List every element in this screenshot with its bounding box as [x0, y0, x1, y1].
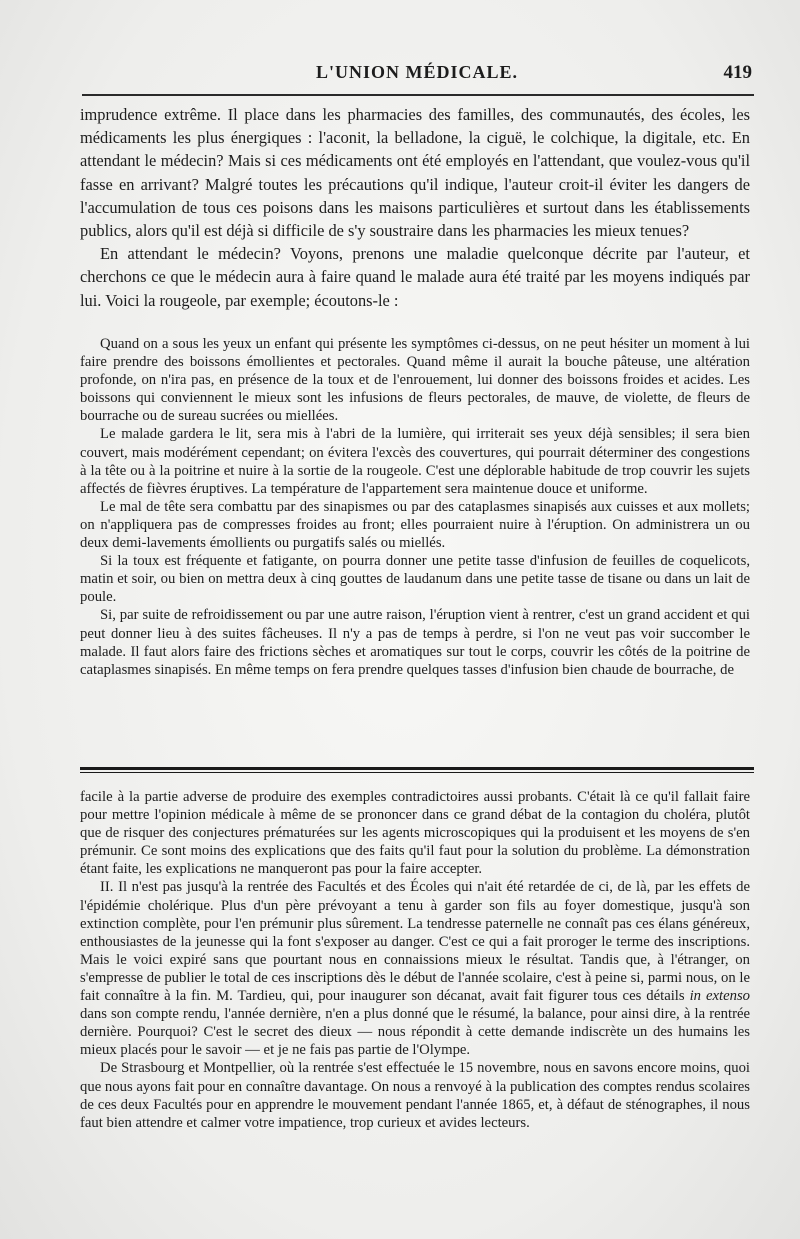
paragraph	[80, 878, 750, 1059]
paragraph: facile à la partie adverse de produire des exemples contradictoires aussi probants. C'était là ce qu'il fallait faire pour mettre l'opinion médicale à même de se prononcer dans ce grand débat de la contagion du choléra, plutôt que de risquer des conjectures prématurées sur les agents microscopiques qui la produisent et les moyens de s'en prémunir. Ce sont moins des explications que des faits qu'il faut pour la solution du problème. La démonstration étant faite, les explications ne manqueront pas pour la faire accepter.	[80, 789, 750, 878]
paragraph-part: dans son compte rendu, l'année dernière, n'en a plus donné que le résumé, la balance, pour ainsi dire, à la rentrée dernière. Pourquoi? C'est le secret des dieux — nous répondit à cette demande indiscrète un des humains les mieux placés pour le savoir — et je ne fais pas partie de l'Olympe.	[80, 1006, 750, 1059]
lower-text	[80, 788, 750, 1132]
italic-phrase: in extenso	[689, 988, 751, 1005]
section-divider	[80, 767, 754, 770]
upper-text	[80, 103, 750, 312]
quote-paragraph: Le mal de tête sera combattu par des sinapismes ou par des cataplasmes sinapisés aux cuisses et aux mollets; on n'appliquera pas de compresses froides au front; elles pourraient nuire à l'éruption. On administrera un ou deux demi-lavements émollients ou purgatifs salés ou miellés.	[80, 498, 750, 552]
quoted-passage	[80, 335, 750, 679]
header-rule	[82, 94, 754, 96]
paragraph-part: II. Il n'est pas jusqu'à la rentrée des Facultés et des Écoles qui n'ait été retardée de ci, de là, par les effets de l'épidémie cholérique. Plus d'un père prévoyant a tenu à garder son fils au foyer domestique, jusqu'à son extinction complète, pour l'en prémunir plus sûrement. La tendresse paternelle ne connaît pas ces élans généreux, enthousiastes de la jeunesse qui la font s'exposer au danger. C'est ce qui a fait proroger le terme des inscriptions. Mais le voici expiré sans que pourtant nous en connaissions mieux le résultat. Tandis que, à l'étranger, on s'empresse de publier le total de ces inscriptions dès le début de l'année scolaire, c'est à peine si, parmi nous, on le fait connaître à la fin. M. Tardieu, qui, pour inaugurer son décanat, avait fait figurer tous ces détails	[80, 879, 750, 1005]
quote-paragraph: Le malade gardera le lit, sera mis à l'abri de la lumière, qui irriterait ses yeux déjà sensibles; il sera bien couvert, mais modérément cependant; on évitera l'excès des couvertures, qui pourrait déterminer des congestions à la tête ou à la poitrine et nuire à la sortie de la rougeole. C'est une déplorable habitude de trop couvrir les sujets affectés de fièvres éruptives. La température de l'appartement sera maintenue douce et uniforme.	[80, 426, 750, 497]
quote-paragraph: Si, par suite de refroidissement ou par une autre raison, l'éruption vient à rentrer, c'est un grand accident et qui peut donner lieu à des suites fâcheuses. Il n'y a pas de temps à perdre, si l'on ne veut pas voir succomber le malade. Il faut alors faire des frictions sèches et aromatiques sur tout le corps, couvrir les côtés de la poitrine de cataplasmes sinapisés. En même temps on fera prendre quelques tasses d'infusion bien chaude de bourrache, de	[80, 607, 750, 678]
paragraph: imprudence extrême. Il place dans les pharmacies des familles, des communautés, des écoles, les médicaments les plus énergiques : l'aconit, la belladone, la ciguë, le colchique, la digitale, etc. En attendant le médecin? Mais si ces médicaments ont été employés en l'attendant, que voulez-vous qu'il fasse en arrivant? Malgré toutes les précautions qu'il indique, l'auteur croit-il éviter les dangers de l'accumulation de tous ces poisons dans les maisons particulières et surtout dans les établissements publics, alors qu'il est déjà si difficile de s'y soustraire dans les pharmacies les mieux tenues?	[80, 105, 750, 241]
paragraph: De Strasbourg et Montpellier, où la rentrée s'est effectuée le 15 novembre, nous en savons encore moins, quoi que nous ayons fait pour en connaître davantage. On nous a renvoyé à la publication des comptes rendus scolaires de ces deux Facultés pour en apprendre le mouvement pendant l'année 1865, et, à défaut de sténographes, il nous faut bien attendre et calmer votre impatience, trop curieux et avides lecteurs.	[80, 1060, 750, 1131]
page-header	[82, 62, 752, 88]
paragraph: En attendant le médecin? Voyons, prenons une maladie quelconque décrite par l'auteur, et cherchons ce que le médecin aura à faire quand le malade aura été traité par les moyens indiqués par lui. Voici la rougeole, par exemple; écoutons-le :	[80, 244, 750, 310]
section-divider-thin	[80, 772, 754, 773]
quote-paragraph: Si la toux est fréquente et fatigante, on pourra donner une petite tasse d'infusion de feuilles de coquelicots, matin et soir, ou bien on mettra deux à cinq gouttes de laudanum dans une petite tasse de tisane ou dans un lait de poule.	[80, 553, 750, 606]
page-number: 419	[723, 62, 752, 83]
running-title: L'UNION MÉDICALE.	[315, 62, 519, 82]
quote-paragraph: Quand on a sous les yeux un enfant qui présente les symptômes ci-dessus, on ne peut hésiter un moment à lui faire prendre des boissons émollientes et pectorales. Quand même il aurait la bouche pâteuse, une altération profonde, on n'ira pas, en présence de la toux et de l'enrouement, lui donner des boissons froides et acides. Les boissons qui conviennent le mieux sont les infusions de fleurs pectorales, de mauve, de violette, de fleurs de bourrache ou de sureau sucrées ou miellées.	[80, 336, 750, 425]
